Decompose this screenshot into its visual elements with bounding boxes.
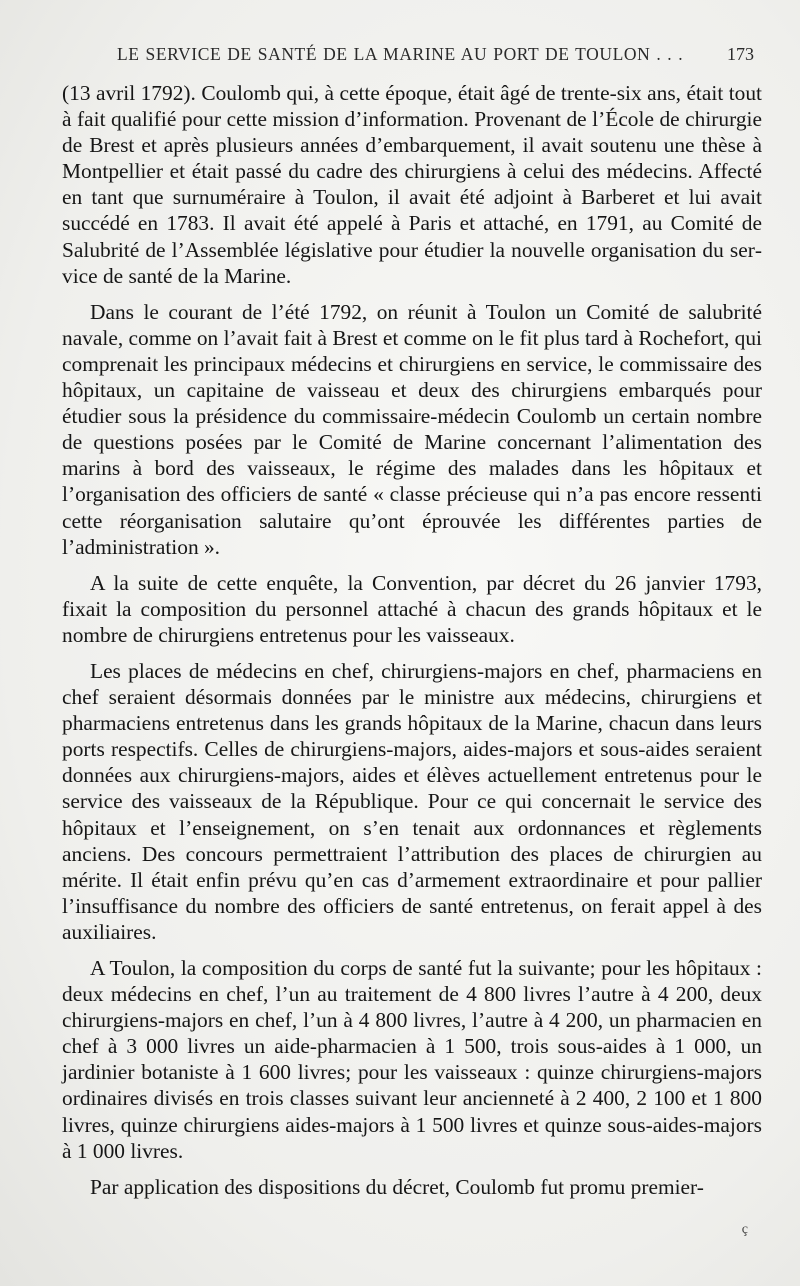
body-text — [62, 80, 762, 1200]
running-head — [62, 44, 762, 70]
page-number: 173 — [727, 44, 754, 64]
paragraph-2: Dans le courant de l’été 1792, on réunit à Toulon un Comité de salubrité navale, comme on l’avait fait à Brest et comme on le fit plus tard à Rochefort, qui comprenait les principaux médecins et chirurgiens en service, le commissaire des hôpitaux, un capitaine de vaisseau et deux des chirurgiens embarqués pour étudier sous la présidence du commissaire-médecin Coulomb un certain nombre de questions posées par le Comité de Marine concernant l’alimentation des marins à bord des vaisseaux, le régime des malades dans les hôpitaux et l’organisation des officiers de santé « classe précieuse qui n’a pas encore ressenti cette réorganisation salutaire qu’ont éprouvée les différentes parties de l’administration ». — [62, 299, 762, 559]
paragraph-4: Les places de médecins en chef, chirurgiens-majors en chef, pharmaciens en chef seraient désormais données par le ministre aux médecins, chirurgiens et pharmaciens entretenus dans les grands hôpitaux de la Marine, chacun dans leurs ports respectifs. Celles de chirurgiens-majors, aides-majors et sous-aides seraient données aux chirurgiens-majors, aides et élèves actuellement entretenus pour le service des vaisseaux de la République. Pour ce qui concernait le service des hôpitaux et l’enseignement, on s’en tenait aux ordonnances et règlements anciens. Des concours permettraient l’attribution des places de chirurgien au mérite. Il était enfin prévu qu’en cas d’armement extraordinaire et pour pallier l’insuffisance du nombre des officiers de santé entretenus, on ferait appel à des auxiliaires. — [62, 658, 762, 944]
paragraph-3: A la suite de cette enquête, la Convention, par décret du 26 janvier 1793, fixait la composition du personnel attaché à chacun des grands hôpitaux et le nombre de chirurgiens entretenus pour les vaisseaux. — [62, 570, 762, 647]
paragraph-5: A Toulon, la composition du corps de santé fut la suivante; pour les hôpitaux : deux médecins en chef, l’un au traitement de 4 800 livres l’autre à 4 200, deux chirurgiens-majors en chef, l’un à 4 800 livres, l’autre à 4 200, un pharmacien en chef à 3 000 livres un aide-pharmacien à 1 500, trois sous-aides à 1 000, un jardinier botaniste à 1 600 livres; pour les vaisseaux : quinze chirurgiens-majors ordinaires divisés en trois classes suivant leur ancienneté à 2 400, 2 100 et 1 800 livres, quinze chirurgiens aides-majors à 1 500 livres et quinze sous-aides-majors à 1 000 livres. — [62, 956, 762, 1163]
paragraph-6: Par application des dispositions du décret, Coulomb fut promu premier- — [90, 1174, 704, 1199]
corner-mark: ç — [741, 1222, 748, 1237]
running-title: LE SERVICE DE SANTÉ DE LA MARINE AU PORT DE TOULON . . . — [117, 44, 684, 64]
paragraph-1: (13 avril 1792). Coulomb qui, à cette époque, était âgé de trente-six ans, était tout à fait qualifié pour cette mission d’information. Provenant de l’École de chirurgie de Brest et après plusieurs années d’embarquement, il avait soutenu une thèse à Montpellier et était passé du cadre des chirurgiens à celui des médecins. Affecté en tant que surnuméraire à Toulon, il avait été adjoint à Barberet et lui avait succédé en 1783. Il avait été appelé à Paris et attaché, en 1791, au Comité de Salubrité de l’Assemblée législative pour étudier la nouvelle organisation du service de santé de la Marine. — [62, 81, 762, 288]
